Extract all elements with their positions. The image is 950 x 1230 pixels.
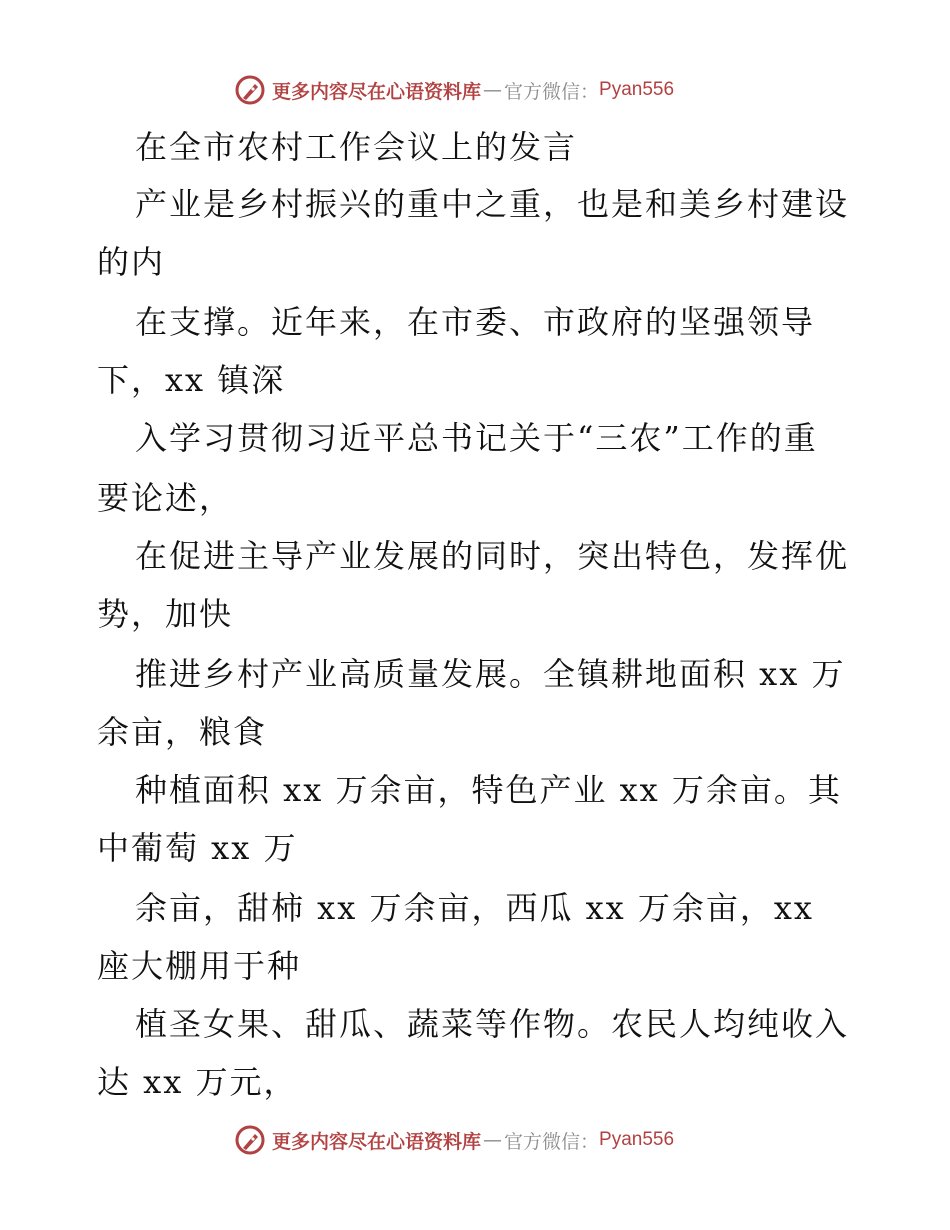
paragraph-line: 产业是乡村振兴的重中之重，也是和美乡村建设 — [135, 185, 850, 223]
paragraph-line: 余亩，甜柿 xx 万余亩，西瓜 xx 万余亩，xx — [135, 889, 814, 927]
paragraph-line: 下，xx 镇深 — [97, 361, 286, 399]
pen-nib-logo-icon — [234, 74, 266, 106]
watermark-wechat-id: Pyan556 — [599, 79, 675, 100]
watermark-wechat-label: 官方微信： — [504, 1130, 600, 1153]
watermark-text: 更多内容尽在心语资料库 — [272, 1130, 482, 1153]
paragraph-line: 势，加快 — [97, 595, 234, 633]
paragraph-line: 种植面积 xx 万余亩，特色产业 xx 万余亩。其 — [135, 771, 842, 809]
watermark-text: 更多内容尽在心语资料库 — [272, 80, 482, 103]
paragraph-line: 推进乡村产业高质量发展。全镇耕地面积 xx 万 — [135, 655, 846, 693]
paragraph-line: 的内 — [97, 243, 166, 281]
watermark-dash: — — [483, 1129, 503, 1151]
document-title: 在全市农村工作会议上的发言 — [135, 128, 578, 166]
watermark-dash: — — [483, 79, 503, 101]
pen-nib-logo-icon — [234, 1124, 266, 1156]
paragraph-line: 中葡萄 xx 万 — [97, 829, 298, 867]
footer-watermark — [234, 1123, 674, 1157]
watermark-wechat-id: Pyan556 — [599, 1129, 675, 1150]
paragraph-line: 要论述， — [97, 479, 234, 517]
watermark-wechat-label: 官方微信： — [504, 80, 600, 103]
paragraph-line: 在支撑。近年来，在市委、市政府的坚强领导 — [135, 303, 816, 341]
paragraph-line: 在促进主导产业发展的同时，突出特色，发挥优 — [135, 537, 850, 575]
paragraph-line: 达 xx 万元， — [97, 1063, 298, 1101]
header-watermark — [234, 73, 674, 107]
paragraph-line: 植圣女果、甜瓜、蔬菜等作物。农民人均纯收入 — [135, 1005, 850, 1043]
paragraph-line: 座大棚用于种 — [97, 947, 302, 985]
paragraph-line: 余亩，粮食 — [97, 713, 268, 751]
paragraph-line: 入学习贯彻习近平总书记关于“三农”工作的重 — [135, 419, 818, 457]
